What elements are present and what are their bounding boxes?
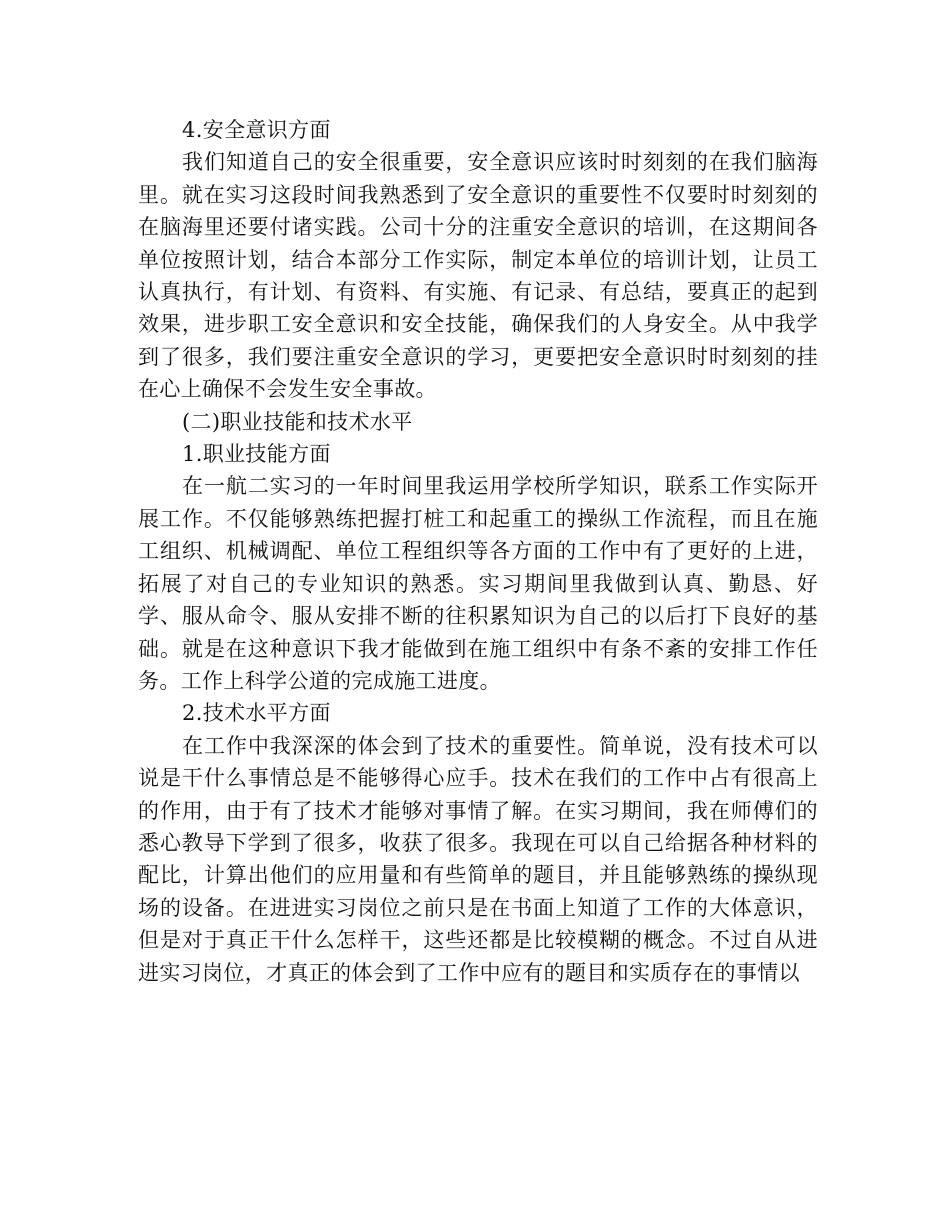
heading-technical-level: 2.技术水平方面 — [182, 701, 331, 726]
document-body — [138, 114, 818, 989]
heading-vocational-skills: 1.职业技能方面 — [182, 442, 331, 467]
heading-skills-and-technique: (二)职业技能和技术水平 — [182, 409, 413, 434]
paragraph-technical-level: 在工作中我深深的体会到了技术的重要性。简单说，没有技术可以说是干什么事情总是不能够得心应手。技术在我们的工作中占有很高上的作用，由于有了技术才能够对事情了解。在实习期间，我在师傅们的悉心教导下学到了很多，收获了很多。我现在可以自己给据各种材料的配比，计算出他们的应用量和有些简单的题目，并且能够熟练的操纵现场的设备。在进进实习岗位之前只是在书面上知道了工作的大体意识，但是对于真正干什么怎样干，这些还都是比较模糊的概念。不过自从进进实习岗位，才真正的体会到了工作中应有的题目和实质存在的事情以 — [138, 733, 818, 985]
heading-safety-awareness: 4.安全意识方面 — [182, 118, 331, 142]
paragraph-safety-awareness: 我们知道自己的安全很重要，安全意识应该时时刻刻的在我们脑海里。就在实习这段时间我熟悉到了安全意识的重要性不仅要时时刻刻的在脑海里还要付诸实践。公司十分的注重安全意识的培训，在这期间各单位按照计划，结合本部分工作实际，制定本单位的培训计划，让员工认真执行，有计划、有资料、有实施、有记录、有总结，要真正的起到效果，进步职工安全意识和安全技能，确保我们的人身安全。从中我学到了很多，我们要注重安全意识的学习，更要把安全意识时时刻刻的挂在心上确保不会发生安全事故。 — [138, 150, 818, 402]
paragraph-vocational-skills: 在一航二实习的一年时间里我运用学校所学知识，联系工作实际开展工作。不仅能够熟练把握打桩工和起重工的操纵工作流程，而且在施工组织、机械调配、单位工程组织等各方面的工作中有了更好的上进，拓展了对自己的专业知识的熟悉。实习期间里我做到认真、勤恳、好学、服从命令、服从安排不断的往积累知识为自己的以后打下良好的基础。就是在这种意识下我才能做到在施工组织中有条不紊的安排工作任务。工作上科学公道的完成施工进度。 — [138, 474, 818, 693]
